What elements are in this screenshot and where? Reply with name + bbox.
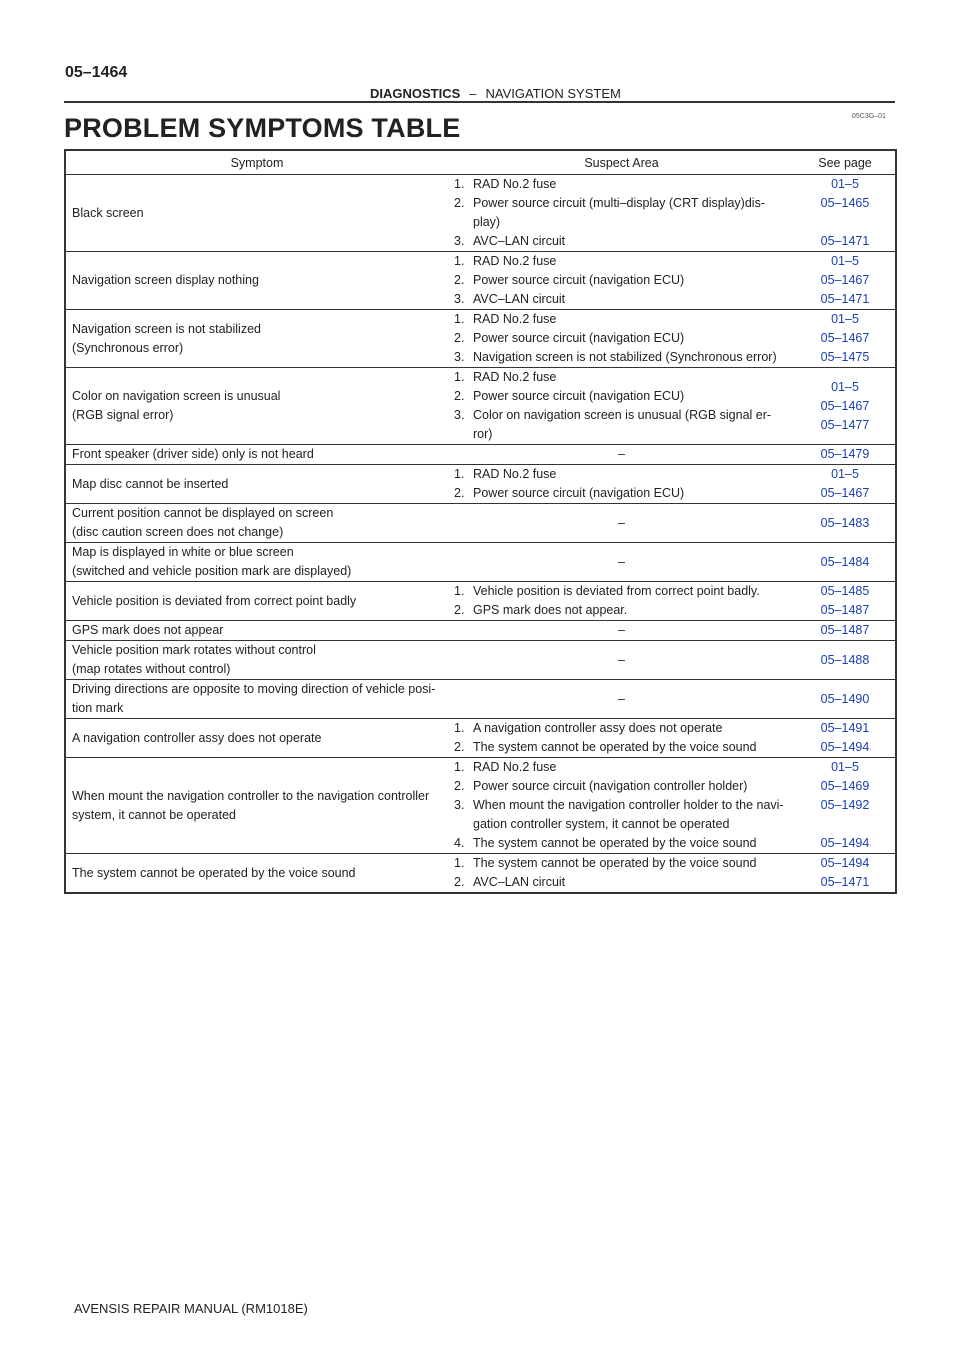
item-number: 3. [454, 234, 465, 248]
item-number: 2. [454, 875, 465, 889]
table-row [65, 582, 896, 621]
suspect-area-cell: – [448, 641, 795, 680]
symptom-text: tion mark [72, 701, 124, 715]
symptom-cell [65, 582, 448, 621]
table-row [65, 310, 896, 368]
symptom-cell [65, 504, 448, 543]
symptom-text: Map disc cannot be inserted [72, 476, 229, 491]
suspect-area-list [454, 854, 789, 892]
suspect-area-text: Vehicle position is deviated from correct point badly. [473, 584, 760, 598]
symptom-cell [65, 445, 448, 465]
suspect-area-item [454, 758, 789, 777]
suspect-area-item [454, 232, 789, 251]
suspect-area-list [454, 252, 789, 309]
item-number: 2. [454, 389, 465, 403]
suspect-area-list [454, 368, 789, 444]
symptom-text: GPS mark does not appear [72, 623, 224, 637]
page-reference-link[interactable]: 05–1487 [820, 623, 870, 637]
suspect-area-cell [448, 582, 795, 621]
suspect-area-cell [448, 368, 795, 445]
page-reference-link[interactable]: 05–1471 [820, 875, 870, 889]
suspect-area-text: GPS mark does not appear. [473, 603, 628, 617]
suspect-area-list [454, 310, 789, 367]
suspect-area-cell [448, 758, 795, 854]
suspect-area-cell: – [448, 543, 795, 582]
symptom-cell [65, 310, 448, 368]
page-title: PROBLEM SYMPTOMS TABLE [64, 113, 461, 143]
symptom-text: (RGB signal error) [72, 408, 174, 422]
suspect-area-item [454, 719, 789, 738]
page-reference-link[interactable]: 05–1492 [820, 798, 870, 812]
symptom-text: The system cannot be operated by the voice sound [72, 865, 356, 880]
page-reference-link[interactable]: 05–1483 [820, 515, 870, 530]
page-reference-link[interactable]: 05–1477 [820, 417, 870, 432]
suspect-area-text: Power source circuit (navigation ECU) [473, 331, 685, 345]
page-reference-link[interactable]: 05–1488 [820, 652, 870, 667]
item-number: 1. [454, 177, 465, 191]
page-reference-link[interactable]: 05–1467 [820, 331, 870, 345]
page-reference-link[interactable]: 05–1479 [820, 447, 870, 461]
see-page-cell [795, 758, 896, 854]
table-row [65, 719, 896, 758]
page-reference-link[interactable]: 05–1484 [820, 554, 870, 569]
page-reference-link[interactable]: 01–5 [831, 254, 859, 268]
suspect-area-item [454, 329, 789, 348]
suspect-area-text: The system cannot be operated by the voice sound [473, 836, 757, 850]
symptom-text: Black screen [72, 205, 144, 220]
page-reference-link[interactable]: 05–1469 [820, 779, 870, 793]
suspect-area-list [454, 719, 789, 757]
see-page-cell [795, 543, 896, 582]
page-reference-link[interactable]: 05–1467 [820, 398, 870, 413]
suspect-area-text: Navigation screen is not stabilized (Synchronous error) [473, 350, 777, 364]
suspect-area-text: RAD No.2 fuse [473, 370, 557, 384]
symptom-text: (Synchronous error) [72, 340, 184, 355]
section-title: DIAGNOSTICS [370, 86, 461, 101]
suspect-area-text: A navigation controller assy does not operate [473, 721, 723, 735]
see-page-cell [795, 175, 896, 252]
suspect-area-text: Power source circuit (navigation ECU) [473, 389, 685, 403]
page-reference-link[interactable]: 05–1465 [820, 196, 870, 210]
item-number: 1. [454, 856, 465, 870]
item-number: 3. [454, 350, 465, 364]
page-ref-spacer [801, 815, 889, 834]
symptom-text: Navigation screen is not stabilized [72, 321, 261, 336]
suspect-area-item [454, 310, 789, 329]
symptom-cell [65, 680, 448, 719]
symptom-text: Vehicle position is deviated from correct point badly [72, 593, 357, 608]
see-page-cell [795, 621, 896, 641]
symptom-cell [65, 175, 448, 252]
suspect-area-text: RAD No.2 fuse [473, 760, 557, 774]
table-row [65, 445, 896, 465]
symptom-text: Driving directions are opposite to moving direction of vehicle posi- [72, 682, 436, 696]
suspect-area-text: RAD No.2 fuse [473, 467, 557, 481]
suspect-area-text: RAD No.2 fuse [473, 312, 557, 326]
page-reference-link[interactable]: 05–1487 [820, 603, 870, 617]
item-number: 1. [454, 370, 465, 384]
item-number: 1. [454, 760, 465, 774]
item-number: 3. [454, 292, 465, 306]
suspect-area-text: AVC–LAN circuit [473, 292, 566, 306]
suspect-area-text: RAD No.2 fuse [473, 177, 557, 191]
see-page-cell [795, 465, 896, 504]
table-row [65, 758, 896, 854]
item-number: 2. [454, 331, 465, 345]
page-reference-link[interactable]: 05–1490 [820, 691, 870, 706]
item-number: 1. [454, 584, 465, 598]
suspect-area-item [454, 854, 789, 873]
suspect-area-cell [448, 310, 795, 368]
suspect-area-item [454, 738, 789, 757]
symptom-cell [65, 252, 448, 310]
page-reference-link[interactable]: 05–1485 [820, 584, 870, 598]
see-page-cell [795, 310, 896, 368]
suspect-area-cell [448, 252, 795, 310]
symptom-cell [65, 465, 448, 504]
symptom-cell [65, 719, 448, 758]
suspect-area-cell: – [448, 504, 795, 543]
suspect-area-cell: – [448, 621, 795, 641]
see-page-cell [795, 719, 896, 758]
suspect-area-text: Power source circuit (navigation ECU) [473, 273, 685, 287]
symptom-text: When mount the navigation controller to the navigation controller [72, 788, 430, 803]
suspect-area-cell: – [448, 680, 795, 719]
suspect-area-text: Color on navigation screen is unusual (RGB signal er- ror) [473, 408, 772, 441]
table-row [65, 543, 896, 582]
page-reference-link[interactable]: 01–5 [831, 177, 859, 191]
suspect-area-item [454, 406, 789, 444]
suspect-area-item [454, 465, 789, 484]
suspect-area-item [454, 387, 789, 406]
page-reference-link[interactable]: 01–5 [831, 379, 859, 394]
page-reference-link[interactable]: 01–5 [831, 760, 859, 774]
page-reference-link[interactable]: 05–1471 [820, 234, 870, 248]
item-number: 1. [454, 254, 465, 268]
page-reference-link[interactable]: 05–1471 [820, 292, 870, 306]
page-reference-link[interactable]: 05–1494 [820, 740, 870, 754]
see-page-cell [795, 854, 896, 894]
item-number: 2. [454, 779, 465, 793]
suspect-area-list [454, 465, 789, 503]
page-reference-link[interactable]: 05–1467 [820, 486, 870, 500]
symptom-text: (map rotates without control) [72, 662, 231, 676]
symptom-text: (disc caution screen does not change) [72, 525, 284, 539]
page-reference-link[interactable]: 05–1467 [820, 273, 870, 287]
symptom-text: Map is displayed in white or blue screen [72, 545, 294, 559]
item-number: 3. [454, 408, 465, 422]
see-page-cell [795, 252, 896, 310]
suspect-area-list [454, 758, 789, 853]
suspect-area-item [454, 175, 789, 194]
page-ref-spacer [801, 213, 889, 232]
table-row [65, 465, 896, 504]
see-page-cell [795, 504, 896, 543]
suspect-area-text: AVC–LAN circuit [473, 875, 566, 889]
suspect-area-cell: – [448, 445, 795, 465]
item-number: 1. [454, 467, 465, 481]
symptom-cell [65, 621, 448, 641]
symptom-text: (switched and vehicle position mark are displayed) [72, 564, 352, 578]
table-row [65, 175, 896, 252]
suspect-area-item [454, 252, 789, 271]
page-reference-link[interactable]: 05–1491 [820, 721, 870, 735]
suspect-area-cell [448, 854, 795, 894]
symptom-cell [65, 854, 448, 894]
suspect-area-item [454, 290, 789, 309]
item-number: 2. [454, 273, 465, 287]
suspect-area-list [454, 582, 789, 620]
symptom-text: Navigation screen display nothing [72, 273, 259, 287]
see-page-cell [795, 680, 896, 719]
column-header-symptom: Symptom [65, 150, 448, 175]
suspect-area-text: Power source circuit (navigation controller holder) [473, 779, 748, 793]
symptom-cell [65, 368, 448, 445]
symptom-cell [65, 758, 448, 854]
suspect-area-list [454, 175, 789, 251]
table-body [65, 175, 896, 894]
symptom-text: Current position cannot be displayed on screen [72, 506, 334, 520]
suspect-area-item [454, 271, 789, 290]
see-page-cell [795, 445, 896, 465]
problem-symptoms-table [64, 149, 897, 894]
section-separator: – [469, 86, 477, 101]
suspect-area-item [454, 484, 789, 503]
table-row [65, 504, 896, 543]
see-page-cell [795, 641, 896, 680]
table-row [65, 368, 896, 445]
table-row [65, 252, 896, 310]
symptom-text: A navigation controller assy does not operate [72, 730, 322, 745]
page-reference-link[interactable]: 05–1494 [820, 836, 870, 850]
section-heading [370, 86, 621, 101]
item-number: 3. [454, 798, 465, 812]
symptom-text: system, it cannot be operated [72, 807, 236, 822]
suspect-area-item [454, 777, 789, 796]
section-subtitle: NAVIGATION SYSTEM [485, 86, 621, 101]
see-page-cell [795, 368, 896, 445]
symptom-cell [65, 543, 448, 582]
document-code: 05C3G–01 [852, 113, 886, 120]
item-number: 4. [454, 836, 465, 850]
column-header-suspect-area: Suspect Area [448, 150, 795, 175]
suspect-area-cell [448, 465, 795, 504]
page-reference-link[interactable]: 01–5 [831, 467, 859, 481]
suspect-area-item [454, 796, 789, 834]
suspect-area-text: RAD No.2 fuse [473, 254, 557, 268]
suspect-area-item [454, 348, 789, 367]
footer-manual-id: AVENSIS REPAIR MANUAL (RM1018E) [74, 1301, 308, 1316]
table-row [65, 680, 896, 719]
suspect-area-cell [448, 175, 795, 252]
suspect-area-item [454, 601, 789, 620]
suspect-area-item [454, 582, 789, 601]
item-number: 1. [454, 312, 465, 326]
item-number: 2. [454, 196, 465, 210]
page-number: 05–1464 [65, 64, 128, 81]
item-number: 2. [454, 486, 465, 500]
item-number: 2. [454, 603, 465, 617]
column-header-see-page: See page [795, 150, 896, 175]
symptom-text: Vehicle position mark rotates without control [72, 643, 316, 657]
suspect-area-cell [448, 719, 795, 758]
suspect-area-text: AVC–LAN circuit [473, 234, 566, 248]
symptom-text: Front speaker (driver side) only is not heard [72, 447, 314, 461]
suspect-area-text: Power source circuit (multi–display (CRT display)dis- play) [473, 196, 765, 229]
suspect-area-item [454, 834, 789, 853]
table-row [65, 641, 896, 680]
suspect-area-item [454, 873, 789, 892]
symptom-cell [65, 641, 448, 680]
see-page-cell [795, 582, 896, 621]
item-number: 2. [454, 740, 465, 754]
suspect-area-item [454, 194, 789, 232]
page-reference-link[interactable]: 01–5 [831, 312, 859, 326]
item-number: 1. [454, 721, 465, 735]
suspect-area-text: The system cannot be operated by the voice sound [473, 856, 757, 870]
suspect-area-text: When mount the navigation controller holder to the navi- gation controller system, it cannot be operated [473, 798, 784, 831]
page-reference-link[interactable]: 05–1494 [820, 856, 870, 870]
symptom-text: Color on navigation screen is unusual [72, 389, 281, 403]
table-row [65, 854, 896, 894]
header-rule [64, 101, 895, 103]
suspect-area-item [454, 368, 789, 387]
suspect-area-text: Power source circuit (navigation ECU) [473, 486, 685, 500]
table-row [65, 621, 896, 641]
page-reference-link[interactable]: 05–1475 [820, 350, 870, 364]
suspect-area-text: The system cannot be operated by the voice sound [473, 740, 757, 754]
table-header-row [65, 150, 896, 175]
